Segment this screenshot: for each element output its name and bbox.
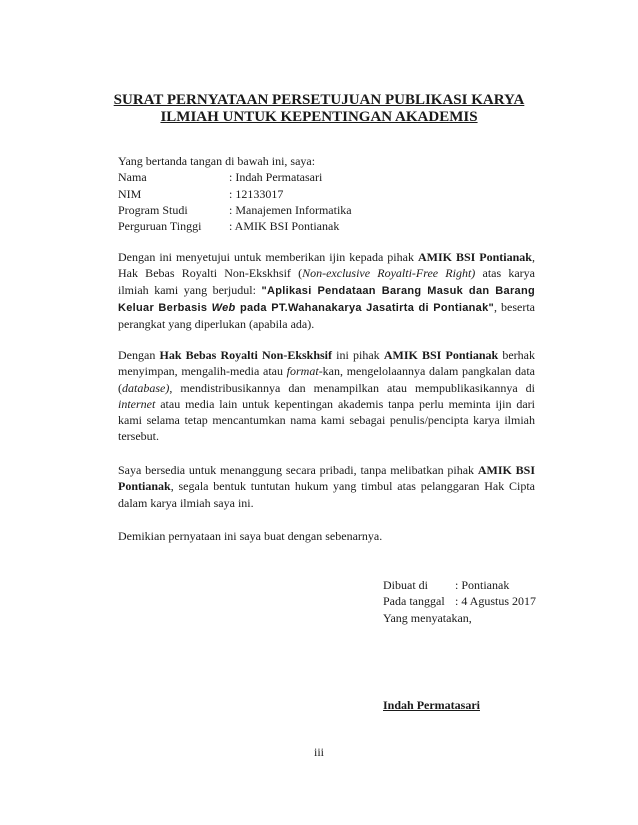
title-line-1: SURAT PERNYATAAN PERSETUJUAN PUBLIKASI KARYA xyxy=(113,92,525,108)
field-value: : Manajemen Informatika xyxy=(229,202,352,217)
paragraph-liability: Saya bersedia untuk menanggung secara pribadi, tanpa melibatkan pihak AMIK BSI Pontianak, segala bentuk tuntutan hukum yang timbul atas pelanggaran Hak Cipta dalam karya ilmiah saya ini. xyxy=(118,463,536,510)
date-value: : 4 Agustus 2017 xyxy=(455,594,537,609)
signature-block xyxy=(383,577,536,626)
work-title: "Aplikasi Pendataan Barang Masuk dan Barang Keluar Berbasis Web pada PT.Wahanakarya Jasatirta di Pontianak" xyxy=(118,284,535,314)
page-number: iii xyxy=(313,745,324,759)
field-label: Nama xyxy=(118,170,147,185)
field-label: NIM xyxy=(118,186,142,201)
field-value: : 12133017 xyxy=(229,186,284,201)
field-label: Perguruan Tinggi xyxy=(118,219,202,234)
place-row xyxy=(383,577,536,593)
closing-text: Yang menyatakan, xyxy=(383,610,472,625)
field-row xyxy=(118,202,535,218)
paragraph-closing: Demikian pernyataan ini saya buat dengan sebenarnya. xyxy=(118,529,383,543)
place-label: Dibuat di xyxy=(383,578,428,592)
date-row xyxy=(383,593,536,609)
place-value: : Pontianak xyxy=(455,578,510,592)
paragraph-consent: Dengan ini menyetujui untuk memberikan ijin kepada pihak AMIK BSI Pontianak, Hak Bebas Royalti Non-Ekskhsif (Non-exclusive Royalti-Free Right) atas karya ilmiah kami yang berjudul: "Aplikasi Pendataan Barang Masuk dan Barang Keluar Berbasis Web pada PT.Wahanakarya Jasatirta di Pontianak", beserta perangkat yang diperlukan (apabila ada). xyxy=(118,250,536,332)
signer-name: Indah Permatasari xyxy=(383,698,480,712)
identity-block xyxy=(118,153,535,234)
date-label: Pada tanggal xyxy=(383,594,445,609)
field-label: Program Studi xyxy=(118,202,188,217)
paragraph-rights: Dengan Hak Bebas Royalti Non-Ekskhsif ini pihak AMIK BSI Pontianak berhak menyimpan, mengalih-media atau format-kan, mengelolaannya dalam pangkalan data (database), mendistribusikannya dan menampilkan atau mempublikasikannya di internet atau media lain untuk kepentingan akademis tanpa perlu meminta ijin dari kami selama tetap mencantumkan nama kami sebagai penulis/pencipta karya ilmiah tersebut. xyxy=(118,348,535,444)
field-value: : Indah Permatasari xyxy=(229,170,323,185)
page-title xyxy=(0,92,638,126)
title-line-2: ILMIAH UNTUK KEPENTINGAN AKADEMIS xyxy=(160,109,478,125)
intro-text: Yang bertanda tangan di bawah ini, saya: xyxy=(118,154,316,168)
field-row xyxy=(118,169,535,185)
field-value: : AMIK BSI Pontianak xyxy=(229,219,340,234)
field-row xyxy=(118,218,535,234)
field-row xyxy=(118,186,535,202)
